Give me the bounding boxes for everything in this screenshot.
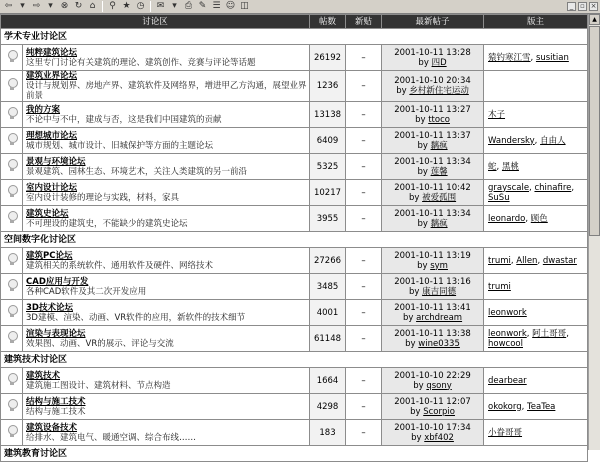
- by-label: by: [418, 57, 429, 68]
- forum-info-cell: [23, 300, 310, 326]
- moderator-link[interactable]: chinafire: [534, 182, 572, 193]
- post-count: 10217: [310, 180, 346, 206]
- by-label: by: [411, 432, 422, 443]
- section-row: [1, 352, 588, 368]
- latest-post-author-link[interactable]: 被爱孤围: [422, 192, 457, 203]
- by-label: by: [402, 312, 414, 323]
- forum-row: [1, 394, 588, 420]
- header-moderator: 版主: [484, 15, 588, 29]
- latest-post-author-line: [382, 219, 483, 229]
- scrollbar-thumb[interactable]: [589, 26, 600, 236]
- latest-post-author-line: [382, 261, 483, 271]
- latest-post-cell: [382, 248, 484, 274]
- forum-name-link[interactable]: 建筑设备技术: [26, 422, 78, 433]
- favorites-icon[interactable]: ★: [122, 1, 131, 11]
- forum-description: 3D建模、渲染、动画、VR软件的应用，新软件的技术细节: [26, 312, 246, 323]
- moderator-link[interactable]: leonardo: [488, 213, 526, 224]
- latest-post-date: 2001-10-11 12:07: [394, 396, 471, 407]
- latest-post-date: 2001-10-11 13:28: [394, 47, 471, 58]
- latest-post-author-link[interactable]: qsony: [426, 380, 452, 391]
- forum-description: 这里专门讨论有关建筑的理论、建筑创作、竞赛与评论等话题: [26, 57, 256, 68]
- lightbulb-icon: [7, 253, 17, 266]
- moderator-cell: [484, 420, 588, 446]
- moderator-link[interactable]: SuSu: [488, 192, 510, 203]
- latest-post-author-link[interactable]: 乡村新住宅运动: [409, 86, 469, 96]
- moderator-link[interactable]: 黑桃: [501, 161, 519, 172]
- forum-name-link[interactable]: 景观与环境论坛: [26, 156, 86, 167]
- forum-info-cell: [23, 274, 310, 300]
- forum-icon-cell: [1, 71, 23, 102]
- latest-post-author-link[interactable]: 黐疯: [430, 218, 448, 229]
- section-title: 建筑技术讨论区: [1, 352, 588, 368]
- post-count: 61148: [310, 326, 346, 352]
- section-row: [1, 232, 588, 248]
- latest-post-author-line: [382, 339, 483, 349]
- lightbulb-icon: [7, 159, 17, 172]
- moderator-link[interactable]: 猿钓寒江雪: [488, 52, 531, 63]
- latest-post-date: 2001-10-11 13:27: [394, 104, 471, 115]
- window-controls: [567, 2, 600, 11]
- forum-icon-cell: [1, 180, 23, 206]
- moderator-link[interactable]: leonwork: [488, 307, 527, 318]
- moderator-cell: [484, 102, 588, 128]
- latest-post-date: 2001-10-11 10:42: [394, 182, 471, 193]
- forum-info-cell: [23, 326, 310, 352]
- by-label: by: [417, 260, 428, 271]
- forum-name-link[interactable]: CAD应用与开发: [26, 276, 89, 287]
- latest-post-author-line: [382, 58, 483, 68]
- latest-post-date: 2001-10-11 13:37: [394, 130, 471, 141]
- moderator-link[interactable]: grayscale: [488, 182, 530, 193]
- latest-post-author-link[interactable]: 莲馨: [430, 166, 448, 177]
- moderator-link[interactable]: howcool: [488, 338, 523, 349]
- lightbulb-icon: [7, 78, 17, 91]
- messenger-icon[interactable]: ☺: [225, 1, 236, 11]
- moderator-cell: [484, 71, 588, 102]
- post-count: 13138: [310, 102, 346, 128]
- moderator-cell: [484, 368, 588, 394]
- forum-name-link[interactable]: 建筑技术: [26, 370, 61, 381]
- search-icon[interactable]: ⚲: [109, 1, 116, 11]
- dropdown-arrow-icon[interactable]: ▾: [172, 1, 177, 11]
- latest-post-author-line: [382, 407, 483, 417]
- latest-post-author-line: [382, 287, 483, 297]
- forum-info-cell: [23, 248, 310, 274]
- latest-post-date: 2001-10-11 13:41: [394, 302, 471, 313]
- latest-post-author-line: [382, 313, 483, 323]
- minimize-icon[interactable]: _: [567, 2, 576, 11]
- lightbulb-icon: [7, 211, 17, 224]
- section-row: [1, 29, 588, 45]
- latest-post-cell: [382, 206, 484, 232]
- lightbulb-icon: [7, 107, 17, 120]
- latest-post-cell: [382, 45, 484, 71]
- post-count: 5325: [310, 154, 346, 180]
- moderator-link[interactable]: dearbear: [488, 375, 527, 386]
- scroll-up-icon[interactable]: ▲: [589, 14, 600, 25]
- new-posts: –: [346, 248, 382, 274]
- forum-description: 建筑施工图设计、建筑材料、节点构造: [26, 380, 171, 391]
- forum-name-link[interactable]: 纯粹建筑论坛: [26, 47, 78, 58]
- forum-table-body: [1, 29, 588, 462]
- browser-toolbar: [0, 0, 600, 14]
- header-forum: 讨论区: [1, 15, 310, 29]
- by-label: by: [408, 286, 420, 297]
- forum-icon-cell: [1, 102, 23, 128]
- forum-description: 各种CAD软件及其二次开发应用: [26, 286, 147, 297]
- latest-post-date: 2001-10-10 17:34: [394, 422, 471, 433]
- forum-info-cell: [23, 71, 310, 102]
- by-label: by: [417, 218, 428, 229]
- post-count: 4298: [310, 394, 346, 420]
- forum-description: 效果图、动画、VR的展示、评论与交流: [26, 338, 174, 349]
- forum-row: [1, 180, 588, 206]
- lightbulb-icon: [7, 331, 17, 344]
- moderator-link[interactable]: Allen: [516, 255, 538, 266]
- by-label: by: [408, 192, 420, 203]
- latest-post-author-line: [382, 193, 483, 203]
- moderator-link[interactable]: TeaTea: [527, 401, 556, 412]
- post-count: 1664: [310, 368, 346, 394]
- forum-row: [1, 300, 588, 326]
- new-posts: –: [346, 274, 382, 300]
- latest-post-author-link[interactable]: archdream: [416, 312, 463, 323]
- moderator-link[interactable]: 木子: [488, 109, 506, 120]
- forum-icon-cell: [1, 274, 23, 300]
- moderator-cell: leonwork, 阿土哥哥, howcool: [484, 326, 588, 352]
- forum-icon-cell: [1, 368, 23, 394]
- forum-row: [1, 102, 588, 128]
- latest-post-date: 2001-10-10 20:34: [394, 76, 471, 86]
- forum-row: [1, 248, 588, 274]
- moderator-link[interactable]: susitian: [535, 52, 569, 63]
- forum-icon-cell: [1, 300, 23, 326]
- moderator-link[interactable]: okokorg: [488, 401, 522, 412]
- forum-row: [1, 420, 588, 446]
- new-posts: –: [346, 71, 382, 102]
- toolbar-separator: [102, 1, 103, 12]
- research-icon[interactable]: ◫: [240, 1, 249, 11]
- lightbulb-icon: [7, 373, 17, 386]
- latest-post-cell: [382, 102, 484, 128]
- moderator-link[interactable]: 小眷哥哥: [488, 427, 523, 438]
- latest-post-author-line: [382, 115, 483, 125]
- forum-info-cell: [23, 368, 310, 394]
- post-count: 3485: [310, 274, 346, 300]
- new-posts: –: [346, 368, 382, 394]
- lightbulb-icon: [7, 305, 17, 318]
- section-title: 学术专业讨论区: [1, 29, 588, 45]
- lightbulb-icon: [7, 50, 17, 63]
- forum-name-link[interactable]: 建筑史论坛: [26, 208, 69, 219]
- post-count: 183: [310, 420, 346, 446]
- latest-post-author-link[interactable]: sym: [430, 260, 448, 271]
- section-title: 空间数字化讨论区: [1, 232, 588, 248]
- back-icon[interactable]: ⇦: [4, 1, 13, 11]
- by-label: by: [415, 114, 426, 125]
- vertical-scrollbar[interactable]: [588, 14, 600, 450]
- latest-post-author-line: [382, 86, 483, 96]
- forum-info-cell: [23, 394, 310, 420]
- moderator-link[interactable]: leonwork: [488, 328, 527, 339]
- post-count: 6409: [310, 128, 346, 154]
- moderator-cell: okokorg, TeaTea: [484, 394, 588, 420]
- stop-icon[interactable]: ⊗: [60, 1, 69, 11]
- home-icon[interactable]: ⌂: [89, 1, 96, 11]
- forum-icon-cell: [1, 128, 23, 154]
- forward-icon[interactable]: ⇨: [32, 1, 41, 11]
- latest-post-author-link[interactable]: wine0335: [418, 338, 460, 349]
- new-posts: –: [346, 420, 382, 446]
- forum-info-cell: [23, 102, 310, 128]
- lightbulb-icon: [7, 185, 17, 198]
- latest-post-author-line: [382, 141, 483, 151]
- section-row: [1, 446, 588, 462]
- latest-post-date: 2001-10-11 13:16: [394, 276, 471, 287]
- forum-row: [1, 128, 588, 154]
- latest-post-author-line: [382, 433, 483, 443]
- new-posts: –: [346, 154, 382, 180]
- latest-post-author-link[interactable]: ttoco: [428, 114, 450, 125]
- forum-name-link[interactable]: 室内设计论坛: [26, 182, 78, 193]
- latest-post-author-link[interactable]: 黐疯: [430, 140, 448, 151]
- moderator-cell: [484, 274, 588, 300]
- forum-name-link[interactable]: 理想城市论坛: [26, 130, 78, 141]
- moderator-link[interactable]: 蛇: [488, 161, 497, 172]
- forum-icon-cell: [1, 154, 23, 180]
- by-label: by: [396, 86, 407, 96]
- latest-post-author-line: [382, 167, 483, 177]
- post-count: 26192: [310, 45, 346, 71]
- latest-post-cell: [382, 71, 484, 102]
- header-latest: 最新帖子: [382, 15, 484, 29]
- forum-name-link[interactable]: 结构与施工技术: [26, 396, 86, 407]
- dropdown-arrow-icon[interactable]: ▾: [20, 1, 25, 11]
- forum-description: 景观建筑、园林生态、环境艺术，关注人类建筑的另一前沿: [26, 166, 248, 177]
- latest-post-author-link[interactable]: 四D: [431, 57, 447, 68]
- forum-icon-cell: [1, 248, 23, 274]
- forum-description: 给排水、建筑电气、暖通空调、综合布线……: [26, 432, 197, 443]
- forum-row: [1, 274, 588, 300]
- latest-post-date: 2001-10-10 22:29: [394, 370, 471, 381]
- forum-info-cell: [23, 420, 310, 446]
- forum-info-cell: [23, 45, 310, 71]
- forum-name-link[interactable]: 我的方案: [26, 104, 61, 115]
- moderator-cell: grayscale, chinafire, SuSu: [484, 180, 588, 206]
- moderator-cell: trumi, Allen, dwastar: [484, 248, 588, 274]
- lightbulb-icon: [7, 399, 17, 412]
- latest-post-author-link[interactable]: 康吉同德: [422, 286, 457, 297]
- forum-row: [1, 326, 588, 352]
- post-count: 27266: [310, 248, 346, 274]
- forum-icon-cell: [1, 45, 23, 71]
- forum-name-link[interactable]: 建筑业界论坛: [26, 71, 78, 81]
- moderator-link[interactable]: trumi: [488, 255, 511, 266]
- post-count: 4001: [310, 300, 346, 326]
- new-posts: –: [346, 45, 382, 71]
- latest-post-cell: [382, 300, 484, 326]
- forum-row: [1, 71, 588, 102]
- new-posts: –: [346, 206, 382, 232]
- forum-description: 结构与施工技术: [26, 406, 86, 417]
- latest-post-author-line: [382, 381, 483, 391]
- forum-name-link[interactable]: 渲染与表现论坛: [26, 328, 86, 339]
- forum-icon-cell: [1, 206, 23, 232]
- forum-description: 设计与规划界、房地产界、建筑软件及网络界，增进甲乙方沟通，展望业界前景: [26, 81, 307, 101]
- moderator-link[interactable]: trumi: [488, 281, 511, 292]
- by-label: by: [405, 338, 416, 349]
- moderator-cell: [484, 300, 588, 326]
- forum-name-link[interactable]: 3D技术论坛: [26, 302, 73, 313]
- forum-row: [1, 368, 588, 394]
- header-posts: 帖数: [310, 15, 346, 29]
- latest-post-cell: [382, 394, 484, 420]
- forum-row: [1, 206, 588, 232]
- new-posts: –: [346, 394, 382, 420]
- new-posts: –: [346, 300, 382, 326]
- post-count: 1236: [310, 71, 346, 102]
- moderator-link[interactable]: 自由人: [540, 135, 566, 146]
- new-posts: –: [346, 128, 382, 154]
- forum-icon-cell: [1, 326, 23, 352]
- forum-info-cell: [23, 128, 310, 154]
- forum-row: [1, 154, 588, 180]
- moderator-link[interactable]: Wandersky: [488, 135, 535, 146]
- by-label: by: [413, 380, 424, 391]
- edit-icon[interactable]: ✎: [198, 1, 207, 11]
- post-count: 3955: [310, 206, 346, 232]
- latest-post-author-link[interactable]: xbf402: [424, 432, 454, 443]
- restore-icon[interactable]: ▫: [578, 2, 587, 11]
- close-icon[interactable]: ×: [590, 2, 597, 10]
- latest-post-author-link[interactable]: Scorpio: [423, 406, 455, 417]
- dropdown-arrow-icon[interactable]: ▾: [48, 1, 53, 11]
- forum-description: 室内设计装修的理论与实践，材料，家具: [26, 192, 180, 203]
- section-title: 建筑教育讨论区: [1, 446, 588, 462]
- latest-post-date: 2001-10-11 13:34: [394, 156, 471, 167]
- lightbulb-icon: [7, 425, 17, 438]
- by-label: by: [410, 406, 421, 417]
- forum-description: 不可理设的建筑史，不能缺少的建筑史论坛: [26, 218, 188, 229]
- by-label: by: [417, 166, 428, 177]
- new-posts: –: [346, 102, 382, 128]
- moderator-cell: Wandersky, 自由人: [484, 128, 588, 154]
- moderator-cell: 猿钓寒江雪, susitian: [484, 45, 588, 71]
- forum-description: 建筑相关的系统软件、通用软件及硬件、网络技术: [26, 260, 214, 271]
- lightbulb-icon: [7, 279, 17, 292]
- latest-post-cell: [382, 274, 484, 300]
- discuss-icon[interactable]: ☰: [212, 1, 221, 11]
- forum-icon-cell: [1, 420, 23, 446]
- latest-post-date: 2001-10-11 13:19: [394, 250, 471, 261]
- forum-description: 不论中与不中，建成与否，这是我们中国建筑的贡献: [26, 114, 222, 125]
- moderator-link[interactable]: 顾色: [530, 213, 548, 224]
- forum-info-cell: [23, 180, 310, 206]
- new-posts: –: [346, 180, 382, 206]
- by-label: by: [417, 140, 428, 151]
- forum-info-cell: [23, 206, 310, 232]
- forum-row: [1, 45, 588, 71]
- mail-icon[interactable]: ✉: [156, 1, 165, 11]
- toolbar-separator: [150, 1, 151, 12]
- history-icon[interactable]: ◷: [136, 1, 145, 11]
- latest-post-cell: [382, 420, 484, 446]
- header-new: 新贴: [346, 15, 382, 29]
- forum-icon-cell: [1, 394, 23, 420]
- lightbulb-icon: [7, 133, 17, 146]
- page-content: [0, 14, 588, 459]
- latest-post-cell: [382, 128, 484, 154]
- moderator-link[interactable]: 阿土哥哥: [532, 328, 567, 339]
- new-posts: –: [346, 326, 382, 352]
- forum-table: [0, 14, 588, 462]
- latest-post-cell: [382, 368, 484, 394]
- moderator-cell: leonardo, 顾色: [484, 206, 588, 232]
- print-icon[interactable]: ⎙: [184, 1, 193, 11]
- forum-description: 城市规划、城市设计、旧城保护等方面的主题论坛: [26, 140, 214, 151]
- moderator-link[interactable]: dwastar: [542, 255, 577, 266]
- forum-name-link[interactable]: 建筑PC论坛: [26, 250, 73, 261]
- latest-post-date: 2001-10-11 13:34: [394, 208, 471, 219]
- latest-post-cell: [382, 326, 484, 352]
- forum-info-cell: [23, 154, 310, 180]
- latest-post-cell: [382, 154, 484, 180]
- moderator-cell: 蛇, 黑桃: [484, 154, 588, 180]
- latest-post-date: 2001-10-11 13:38: [394, 328, 471, 339]
- latest-post-cell: [382, 180, 484, 206]
- refresh-icon[interactable]: ↻: [74, 1, 83, 11]
